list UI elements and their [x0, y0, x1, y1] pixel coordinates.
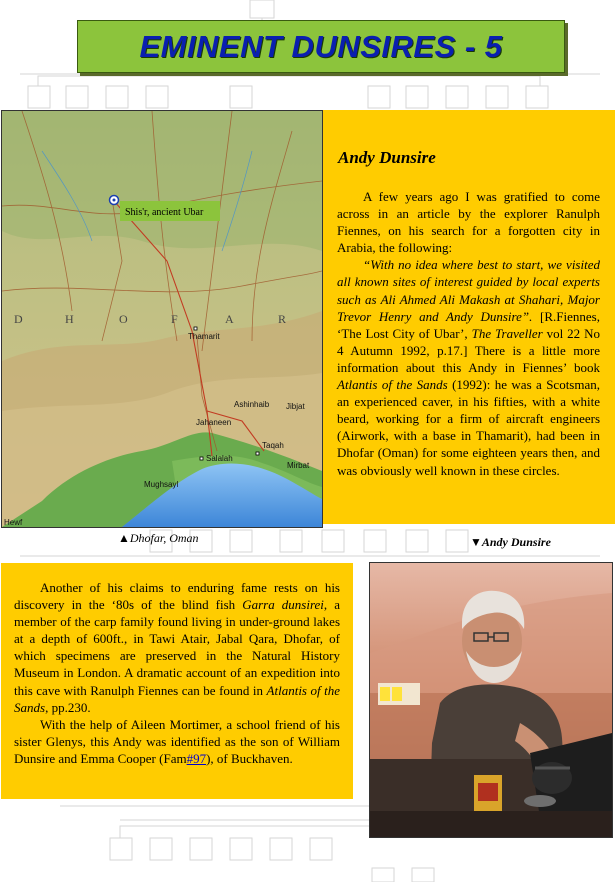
article-panel: [323, 110, 615, 524]
place-label-thamarit: Thamarit: [188, 332, 220, 341]
place-label-taqah: Taqah: [262, 441, 284, 450]
species-name: Garra dunsirei: [242, 597, 324, 613]
place-label-jahaneen: Jahaneen: [196, 418, 232, 427]
article-paragraph-quote: [337, 256, 600, 478]
journal-title: The Traveller: [471, 325, 543, 341]
photo-caption: ▼Andy Dunsire: [470, 535, 551, 549]
story-paragraph: With the help of Aileen Mortimer, a school friend of his sister Glenys, this Andy was identified as the son of William Dunsire and Emma Cooper (Fam#97), of Buckhaven.: [14, 716, 340, 766]
place-label-hewf: Hewf: [4, 518, 23, 527]
fiennes-quote: “With no idea where best to start, we visited all known sites of interest guided by local experts such as Ali Ahmed Ali Makash at Shahari, Major Trevor Henry and Andy Dunsire”.: [337, 257, 600, 324]
ubar-callout-label: Shis'r, ancient Ubar: [125, 207, 204, 218]
article-body: [337, 188, 600, 479]
story-body: [14, 579, 340, 767]
article-heading: Andy Dunsire: [338, 148, 436, 167]
place-label-mirbat: Mirbat: [287, 461, 310, 470]
family-link[interactable]: #97: [186, 750, 207, 766]
map-caption: ▲Dhofar, Oman: [118, 531, 199, 545]
place-label-salalah: Salalah: [206, 454, 233, 463]
reference-text: [R.Fiennes, ‘The Lost City of Ubar’,: [337, 308, 600, 341]
story-paragraph: Another of his claims to enduring fame rests on his discovery in the ‘80s of the blind fish Garra dunsirei, a member of the carp family found living in under-ground lakes at a depth of 600ft., in Tawi Atair, Jabal Qara, Dhofar, of which specimens are preserved in the Natural History Museum in London. A dramatic account of an expedition into this cave with Ranulph Fiennes can be found in Atlantis of the Sands, pp.230.: [14, 580, 341, 715]
region-letter: R: [278, 312, 288, 326]
place-label-mughsayl: Mughsayl: [144, 480, 179, 489]
andy-dunsire-photo: [369, 562, 613, 838]
region-letter: H: [65, 312, 75, 326]
reference-text: (1992): he was a Scotsman, an experienced caver, in his fifties, with a white beard, working for a firm of aircraft engineers (Airwork, with a base in Thamarit), had been in Dhofar (Oman) for some eighteen years then, and was obviously well known in these circles.: [337, 377, 601, 478]
book-title: Atlantis of the Sands: [337, 377, 448, 393]
story-panel: [1, 563, 353, 799]
region-letter: F: [171, 312, 179, 326]
place-label-ashinhaib: Ashinhaib: [234, 400, 270, 409]
ubar-marker: [110, 196, 119, 205]
reference-text: vol 22 No 4 Autumn 1992, p.17.] There is a little more information about this Andy in Fiennes’ book: [337, 325, 601, 375]
region-letter: O: [119, 312, 129, 326]
place-label-jibjat: Jibjat: [286, 402, 305, 411]
dhofar-map: [1, 110, 323, 528]
book-title: Atlantis of the Sands: [14, 682, 341, 715]
page-title: EMINENT DUNSIRES - 5: [139, 28, 503, 64]
title-banner: [77, 20, 565, 73]
region-letter: A: [225, 312, 235, 326]
article-paragraph: A few years ago I was gratified to come across in an article by the explorer Ranulph Fiennes, on his search for a forgotten city in Arabia, the following:: [337, 189, 600, 256]
region-letter: D: [14, 312, 24, 326]
